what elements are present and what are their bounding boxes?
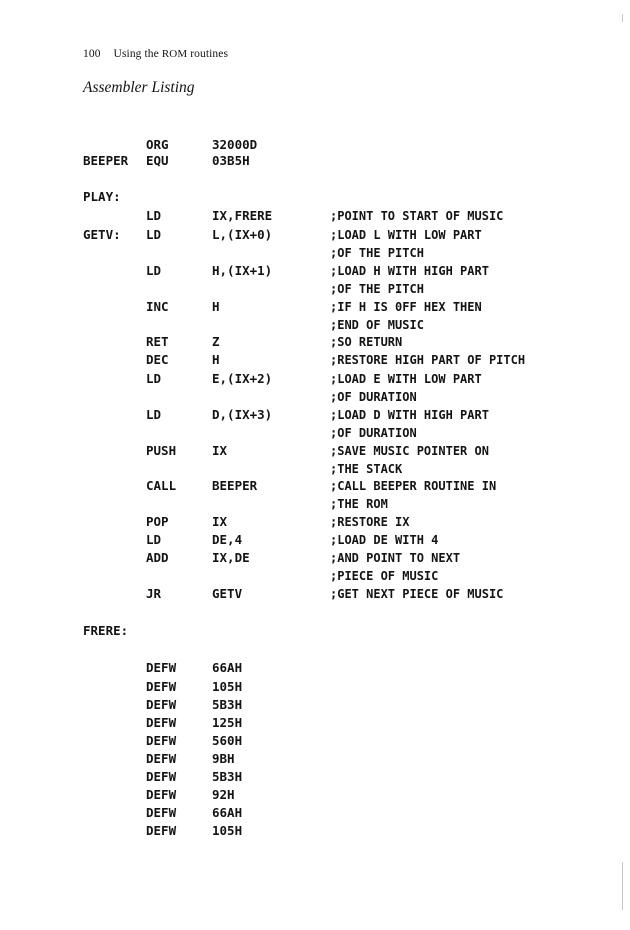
line-operand: E,(IX+2)	[212, 371, 273, 386]
listing-line	[0, 532, 630, 548]
listing-line	[0, 496, 630, 512]
line-operand: 32000D	[212, 137, 258, 152]
listing-line	[0, 823, 630, 839]
listing-line	[0, 153, 630, 169]
line-operand: H,(IX+1)	[212, 263, 273, 278]
listing-line	[0, 443, 630, 459]
listing-line	[0, 697, 630, 713]
listing-line	[0, 660, 630, 676]
line-comment: ;AND POINT TO NEXT	[330, 551, 461, 565]
line-operand: D,(IX+3)	[212, 407, 273, 422]
listing-line	[0, 263, 630, 279]
listing-line	[0, 805, 630, 821]
listing-line	[0, 389, 630, 405]
line-opcode: ADD	[146, 550, 169, 565]
listing-line	[0, 715, 630, 731]
line-comment: ;IF H IS 0FF HEX THEN	[330, 300, 482, 314]
line-comment: ;LOAD D WITH HIGH PART	[330, 408, 489, 422]
line-comment: ;OF THE PITCH	[330, 282, 424, 296]
line-operand: 560H	[212, 733, 243, 748]
page-number: 100	[83, 48, 101, 60]
listing-line	[0, 751, 630, 767]
line-operand: 5B3H	[212, 769, 243, 784]
listing-line	[0, 478, 630, 494]
line-operand: 5B3H	[212, 697, 243, 712]
line-operand: L,(IX+0)	[212, 227, 273, 242]
line-opcode: JR	[146, 586, 162, 601]
line-opcode: PUSH	[146, 443, 177, 458]
listing-line	[0, 568, 630, 584]
line-opcode: EQU	[146, 153, 169, 168]
line-opcode: LD	[146, 263, 162, 278]
line-operand: 03B5H	[212, 153, 250, 168]
line-opcode: ORG	[146, 137, 169, 152]
listing-line	[0, 679, 630, 695]
line-operand: 105H	[212, 823, 243, 838]
listing-line	[0, 334, 630, 350]
line-opcode: DEFW	[146, 697, 177, 712]
line-comment: ;LOAD H WITH HIGH PART	[330, 264, 489, 278]
line-opcode: DEFW	[146, 660, 177, 675]
listing-line	[0, 769, 630, 785]
listing-line	[0, 352, 630, 368]
line-comment: ;POINT TO START OF MUSIC	[330, 209, 504, 223]
line-operand: 66AH	[212, 805, 243, 820]
listing-line	[0, 550, 630, 566]
listing-line	[0, 407, 630, 423]
line-opcode: DEC	[146, 352, 169, 367]
line-opcode: LD	[146, 532, 162, 547]
line-label: BEEPER	[83, 153, 129, 168]
listing-line	[0, 137, 630, 153]
line-opcode: DEFW	[146, 733, 177, 748]
line-comment: ;LOAD DE WITH 4	[330, 533, 439, 547]
line-operand: IX	[212, 514, 228, 529]
running-title-end: routines	[190, 48, 229, 60]
running-title: Using the	[113, 48, 159, 60]
line-opcode: DEFW	[146, 823, 177, 838]
listing-line	[0, 281, 630, 297]
listing-line	[0, 733, 630, 749]
line-comment: ;THE ROM	[330, 497, 388, 511]
line-operand: Z	[212, 334, 220, 349]
listing-line	[0, 425, 630, 441]
line-comment: ;OF DURATION	[330, 390, 417, 404]
listing-line	[0, 623, 630, 639]
line-opcode: LD	[146, 407, 162, 422]
line-opcode: DEFW	[146, 679, 177, 694]
line-opcode: DEFW	[146, 787, 177, 802]
line-opcode: DEFW	[146, 715, 177, 730]
line-operand: IX	[212, 443, 228, 458]
listing-line	[0, 787, 630, 803]
line-label: FRERE:	[83, 623, 129, 638]
line-comment: ;THE STACK	[330, 462, 403, 476]
line-operand: BEEPER	[212, 478, 258, 493]
listing-line	[0, 245, 630, 261]
line-operand: 92H	[212, 787, 235, 802]
line-opcode: DEFW	[146, 751, 177, 766]
listing-line	[0, 189, 630, 205]
listing-line	[0, 208, 630, 224]
line-operand: 125H	[212, 715, 243, 730]
line-label: GETV:	[83, 227, 121, 242]
listing-line	[0, 227, 630, 243]
line-comment: ;LOAD E WITH LOW PART	[330, 372, 482, 386]
line-opcode: RET	[146, 334, 169, 349]
line-opcode: LD	[146, 371, 162, 386]
line-comment: ;RESTORE IX	[330, 515, 410, 529]
line-operand: H	[212, 299, 220, 314]
line-opcode: CALL	[146, 478, 177, 493]
line-opcode: LD	[146, 208, 162, 223]
line-comment: ;END OF MUSIC	[330, 318, 424, 332]
line-operand: IX,DE	[212, 550, 250, 565]
listing-line	[0, 371, 630, 387]
line-comment: ;LOAD L WITH LOW PART	[330, 228, 482, 242]
line-comment: ;SO RETURN	[330, 335, 403, 349]
line-comment: ;CALL BEEPER ROUTINE IN	[330, 479, 497, 493]
line-comment: ;RESTORE HIGH PART OF PITCH	[330, 353, 526, 367]
line-opcode: INC	[146, 299, 169, 314]
line-label: PLAY:	[83, 189, 121, 204]
line-operand: H	[212, 352, 220, 367]
line-opcode: DEFW	[146, 769, 177, 784]
line-comment: ;GET NEXT PIECE OF MUSIC	[330, 587, 504, 601]
line-comment: ;PIECE OF MUSIC	[330, 569, 439, 583]
line-comment: ;OF THE PITCH	[330, 246, 424, 260]
running-title-rom: ROM	[161, 48, 188, 60]
page-edge-mark-top	[622, 14, 623, 22]
listing-line	[0, 514, 630, 530]
line-comment: ;OF DURATION	[330, 426, 417, 440]
line-operand: 9BH	[212, 751, 235, 766]
listing-line	[0, 317, 630, 333]
line-opcode: LD	[146, 227, 162, 242]
section-title: Assembler Listing	[83, 79, 195, 96]
line-operand: IX,FRERE	[212, 208, 273, 223]
line-operand: GETV	[212, 586, 243, 601]
line-comment: ;SAVE MUSIC POINTER ON	[330, 444, 489, 458]
line-opcode: DEFW	[146, 805, 177, 820]
listing-line	[0, 586, 630, 602]
line-operand: 66AH	[212, 660, 243, 675]
listing-line	[0, 461, 630, 477]
line-operand: 105H	[212, 679, 243, 694]
line-opcode: POP	[146, 514, 169, 529]
page-edge-mark	[622, 862, 623, 910]
listing-line	[0, 299, 630, 315]
line-operand: DE,4	[212, 532, 243, 547]
